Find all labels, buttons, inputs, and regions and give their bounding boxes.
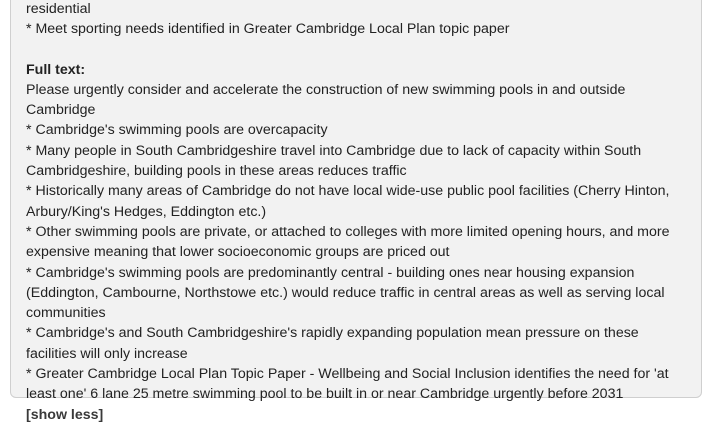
summary-cut-line: residential xyxy=(26,1,91,17)
bullet-item: * Many people in South Cambridgeshire travel into Cambridge due to lack of capacity within South Cambridgeshire, building pools in these areas reduces traffic xyxy=(26,142,642,180)
bullet-item: * Historically many areas of Cambridge do not have local wide-use public pool facilities (Cherry Hinton, Arbury/King's Hedges, Eddington etc.) xyxy=(26,183,670,220)
comment-text xyxy=(26,0,691,425)
bullet-item: * Cambridge's swimming pools are predominantly central - building ones near housing expansion (Eddington, Cambourne, Northstowe etc.) would reduce traffic in central areas as well as serving local communities xyxy=(26,264,665,322)
bullet-item: * Cambridge's and South Cambridgeshire's rapidly expanding population mean pressure on these facilities will only increase xyxy=(26,325,639,362)
bullet-item: * Other swimming pools are private, or attached to colleges with more limited opening hours, and more expensive meaning that lower socioeconomic groups are priced out xyxy=(26,223,670,261)
paragraph-gap xyxy=(26,40,691,60)
bullet-item: * Cambridge's swimming pools are overcapacity xyxy=(26,122,328,139)
summary-bullet: * Meet sporting needs identified in Greater Cambridge Local Plan topic paper xyxy=(26,21,510,38)
bullet-item: * Greater Cambridge Local Plan Topic Paper - Wellbeing and Social Inclusion identifies the need for 'at least one' 6 lane 25 metre swimming pool to be built in or near Cambridge urgently before 2031 xyxy=(26,366,669,403)
full-text-intro: Please urgently consider and accelerate the construction of new swimming pools in and outside Cambridge xyxy=(26,81,626,119)
comment-panel xyxy=(10,0,702,423)
show-less-link[interactable]: [show less] xyxy=(26,406,104,423)
full-text-heading: Full text: xyxy=(26,61,86,78)
